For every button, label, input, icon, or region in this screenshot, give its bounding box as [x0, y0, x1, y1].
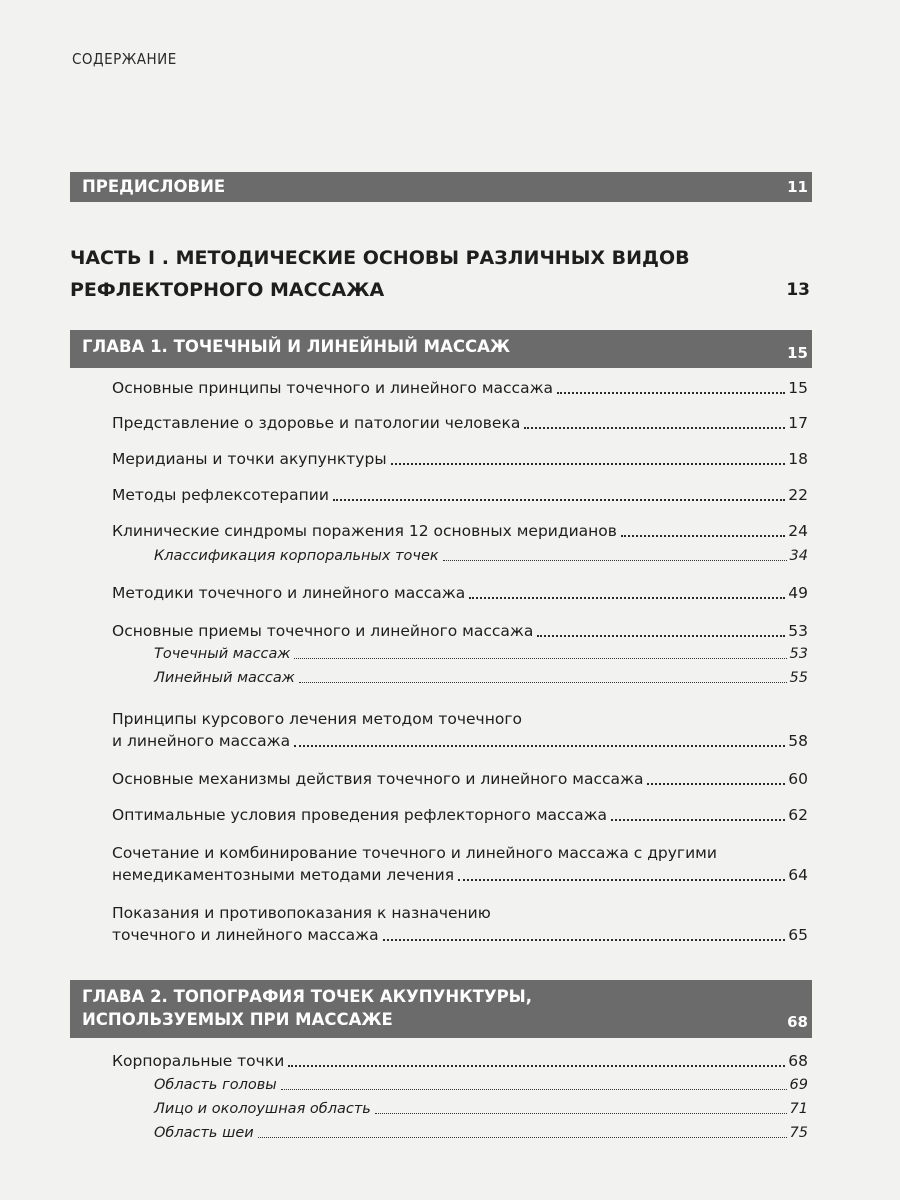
toc-entry-title: Принципы курсового лечения методом точечного [112, 710, 522, 728]
chapter2-heading[interactable] [70, 980, 812, 1038]
toc-entry-page: 22 [788, 486, 808, 504]
toc-entry-title: Основные механизмы действия точечного и линейного массажа [112, 770, 644, 788]
part1-page: 13 [786, 280, 810, 300]
toc-entry-page: 58 [788, 732, 808, 750]
toc-entry-page: 15 [788, 379, 808, 397]
dot-leader [469, 597, 785, 599]
toc-subentry-title: Область шеи [154, 1125, 254, 1141]
toc-entry-title: Меридианы и точки акупунктуры [112, 450, 387, 468]
toc-subentry-title: Классификация корпоральных точек [154, 548, 439, 564]
toc-subentry[interactable] [154, 644, 808, 664]
toc-entry[interactable] [112, 708, 808, 752]
chapter2-page: 68 [787, 1013, 808, 1031]
toc-entry-page: 68 [788, 1052, 808, 1070]
preface-title: ПРЕДИСЛОВИЕ [82, 177, 226, 196]
part1-title-line1: ЧАСТЬ I . МЕТОДИЧЕСКИЕ ОСНОВЫ РАЗЛИЧНЫХ ВИДОВ [70, 247, 690, 269]
toc-entry[interactable] [112, 768, 808, 790]
toc-entry-title: Клинические синдромы поражения 12 основных меридианов [112, 522, 617, 540]
toc-entry[interactable] [112, 804, 808, 826]
toc-entry-title-cont: немедикаментозными методами лечения [112, 866, 455, 884]
dot-leader [299, 682, 787, 683]
toc-entry[interactable] [112, 902, 808, 946]
part1-title-line2: РЕФЛЕКТОРНОГО МАССАЖА [70, 279, 385, 301]
toc-subentry-page: 55 [789, 670, 808, 686]
dot-leader [375, 1113, 787, 1114]
dot-leader [281, 1089, 787, 1090]
toc-entry-page: 24 [788, 522, 808, 540]
toc-subentry-page: 71 [789, 1101, 808, 1117]
toc-entry-page: 64 [788, 866, 808, 884]
dot-leader [611, 819, 785, 821]
toc-entry-title: Представление о здоровье и патологии человека [112, 414, 521, 432]
toc-subentry[interactable] [154, 1075, 808, 1095]
toc-entry-title-cont: и линейного массажа [112, 732, 291, 750]
toc-subentry-page: 53 [789, 646, 808, 662]
toc-entry[interactable] [112, 520, 808, 542]
toc-entry-page: 62 [788, 806, 808, 824]
toc-entry-title: Сочетание и комбинирование точечного и линейного массажа с другими [112, 844, 717, 862]
dot-leader [383, 939, 786, 941]
toc-entry-page: 53 [788, 622, 808, 640]
dot-leader [294, 658, 786, 659]
dot-leader [524, 427, 785, 429]
toc-entry[interactable] [112, 412, 808, 434]
toc-subentry-title: Линейный массаж [154, 670, 295, 686]
dot-leader [458, 879, 785, 881]
toc-entry[interactable] [112, 1050, 808, 1072]
toc-entry[interactable] [112, 842, 808, 886]
dot-leader [294, 745, 785, 747]
toc-entry-page: 18 [788, 450, 808, 468]
toc-entry-page: 65 [788, 926, 808, 944]
running-head: СОДЕРЖАНИЕ [72, 50, 177, 68]
dot-leader [391, 463, 786, 465]
chapter2-title-line2: ИСПОЛЬЗУЕМЫХ ПРИ МАССАЖЕ [82, 1010, 393, 1029]
dot-leader [537, 635, 785, 637]
toc-entry-title: Методы рефлексотерапии [112, 486, 329, 504]
part1-heading[interactable] [70, 242, 812, 306]
toc-entry[interactable] [112, 377, 808, 399]
preface-heading[interactable] [70, 172, 812, 202]
toc-subentry-title: Область головы [154, 1077, 277, 1093]
toc-entry-title: Корпоральные точки [112, 1052, 285, 1070]
toc-subentry[interactable] [154, 546, 808, 566]
toc-entry-title: Методики точечного и линейного массажа [112, 584, 466, 602]
toc-entry-page: 49 [788, 584, 808, 602]
dot-leader [258, 1137, 787, 1138]
toc-subentry[interactable] [154, 668, 808, 688]
toc-entry[interactable] [112, 484, 808, 506]
toc-entry-title: Основные принципы точечного и линейного массажа [112, 379, 554, 397]
preface-page: 11 [787, 178, 808, 196]
chapter1-title: ГЛАВА 1. ТОЧЕЧНЫЙ И ЛИНЕЙНЫЙ МАССАЖ [82, 337, 511, 356]
chapter1-heading[interactable] [70, 330, 812, 368]
toc-entry[interactable] [112, 448, 808, 470]
toc-entry-title: Показания и противопоказания к назначению [112, 904, 491, 922]
toc-entry-title-cont: точечного и линейного массажа [112, 926, 379, 944]
toc-subentry[interactable] [154, 1099, 808, 1119]
dot-leader [621, 535, 785, 537]
toc-entry[interactable] [112, 582, 808, 604]
toc-subentry-title: Лицо и околоушная область [154, 1101, 371, 1117]
toc-entry-title: Оптимальные условия проведения рефлекторного массажа [112, 806, 608, 824]
toc-subentry-page: 69 [789, 1077, 808, 1093]
chapter2-title-line1: ГЛАВА 2. ТОПОГРАФИЯ ТОЧЕК АКУПУНКТУРЫ, [82, 987, 533, 1006]
dot-leader [333, 499, 785, 501]
toc-entry-page: 60 [788, 770, 808, 788]
chapter1-page: 15 [787, 344, 808, 362]
toc-entry[interactable] [112, 620, 808, 642]
dot-leader [288, 1065, 785, 1067]
toc-entry-page: 17 [788, 414, 808, 432]
dot-leader [443, 560, 787, 561]
toc-subentry-page: 75 [789, 1125, 808, 1141]
toc-subentry-page: 34 [789, 548, 808, 564]
dot-leader [647, 783, 785, 785]
toc-entry-title: Основные приемы точечного и линейного массажа [112, 622, 534, 640]
toc-subentry[interactable] [154, 1123, 808, 1143]
dot-leader [557, 392, 785, 394]
toc-subentry-title: Точечный массаж [154, 646, 291, 662]
